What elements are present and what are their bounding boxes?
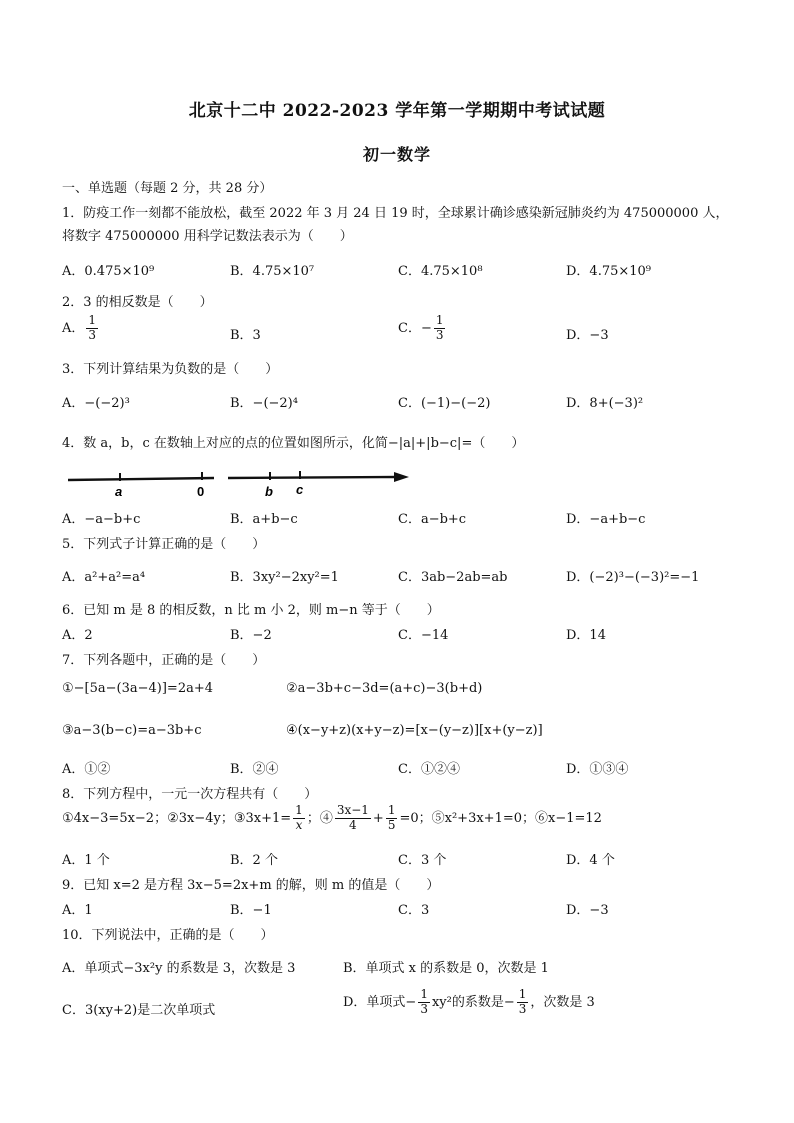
q8-equations-part1: ①4x−3=5x−2；②3x−4y；③3x+1=: [62, 810, 292, 826]
q7-statement-1: ①−[5a−(3a−4)]=2a+4: [62, 681, 214, 696]
q10-option-b: B．单项式 x 的系数是 0，次数是 1: [343, 961, 549, 976]
q2-option-c: [398, 314, 447, 343]
denominator: 3: [88, 327, 97, 342]
q5-option-d: D．(−2)³−(−3)²=−1: [566, 570, 700, 585]
q4-option-b: B．a+b−c: [230, 512, 298, 527]
q6-option-d: D．14: [566, 628, 606, 643]
q3-option-a: A．−(−2)³: [62, 396, 130, 411]
denominator: 4: [349, 817, 357, 832]
q10-option-a: A．单项式−3x²y 的系数是 3，次数是 3: [62, 961, 296, 976]
q1-option-a: A．0.475×10⁹: [62, 264, 155, 279]
fraction: [293, 804, 305, 833]
q9-option-b: B．−1: [230, 903, 272, 918]
exam-title: 北京十二中 2022-2023 学年第一学期期中考试试题: [188, 101, 606, 121]
q4-option-d: D．−a+b−c: [566, 512, 646, 527]
q3-option-b: B．−(−2)⁴: [230, 396, 298, 411]
q7-option-c: C．①②④: [398, 762, 460, 777]
q8-stem: 8．下列方程中，一元一次方程共有（ ）: [62, 787, 318, 802]
q7-statement-3: ③a−3(b−c)=a−3b+c: [62, 723, 202, 738]
q10-stem: 10．下列说法中，正确的是（ ）: [62, 928, 274, 943]
q1-option-b: B．4.75×10⁷: [230, 264, 315, 279]
q5-stem: 5．下列式子计算正确的是（ ）: [62, 537, 266, 552]
fraction: [86, 314, 98, 343]
q1-option-c: C．4.75×10⁸: [398, 264, 483, 279]
q2-option-a: [62, 314, 100, 343]
q9-stem: 9．已知 x=2 是方程 3x−5=2x+m 的解，则 m 的值是（ ）: [62, 878, 440, 893]
numerator: 1: [387, 803, 396, 817]
q8-equations-part2: ；④: [306, 810, 333, 826]
q9-option-c: C．3: [398, 903, 430, 918]
fraction: [386, 804, 398, 833]
q2-option-a-label: A．: [62, 320, 85, 336]
q6-option-b: B．−2: [230, 628, 272, 643]
fraction: [418, 988, 430, 1017]
section-heading: 一、单选题（每题 2 分，共 28 分）: [62, 181, 273, 196]
q9-option-d: D．−3: [566, 903, 609, 918]
q8-option-c: C．3 个: [398, 853, 447, 868]
q7-option-b: B．②④: [230, 762, 279, 777]
exam-subtitle: 初一数学: [362, 145, 431, 164]
denominator: 3: [420, 1001, 428, 1016]
numerator: 1: [295, 803, 303, 817]
numerator: 1: [420, 987, 428, 1001]
q4-option-c: C．a−b+c: [398, 512, 467, 527]
q2-option-b: B．3: [230, 328, 261, 343]
q7-option-d: D．①③④: [566, 762, 629, 777]
number-line-arrow-icon: [394, 472, 409, 482]
q4-option-a: A．−a−b+c: [62, 512, 141, 527]
fraction: [517, 988, 529, 1017]
q8-option-d: D．4 个: [566, 853, 615, 868]
label-c: c: [296, 482, 304, 497]
q1-stem-line1: 1．防疫工作一刻都不能放松，截至 2022 年 3 月 24 日 19 时，全球累计确诊感染新冠肺炎约为 475000000 人，: [62, 206, 729, 221]
q10-option-d: [343, 988, 595, 1017]
number-line-right-segment: [228, 477, 399, 478]
fraction: [434, 314, 446, 343]
q8-option-a: A．1 个: [62, 853, 110, 868]
q7-option-a: A．①②: [62, 762, 111, 777]
q10-option-d-part3: ，次数是 3: [530, 994, 595, 1010]
denominator: 3: [518, 1001, 527, 1016]
q3-stem: 3．下列计算结果为负数的是（ ）: [62, 362, 279, 377]
numerator: 1: [518, 987, 527, 1001]
number-line-figure: [64, 466, 424, 500]
q2-stem: 2．3 的相反数是（ ）: [62, 295, 213, 310]
numerator: 1: [435, 313, 444, 327]
label-b: b: [265, 484, 273, 499]
q6-option-c: C．−14: [398, 628, 449, 643]
number-line-left-segment: [68, 478, 214, 480]
q3-option-d: D．8+(−3)²: [566, 396, 644, 411]
q8-equations-part3: =0；⑤x²+3x+1=0；⑥x−1=12: [399, 810, 602, 826]
q7-statement-2: ②a−3b+c−3d=(a+c)−3(b+d): [286, 681, 483, 696]
q7-stem: 7．下列各题中，正确的是（ ）: [62, 653, 266, 668]
q5-option-c: C．3ab−2ab=ab: [398, 570, 508, 585]
plus-sign: +: [372, 810, 384, 826]
q5-option-a: A．a²+a²=a⁴: [62, 570, 146, 585]
numerator: 3x−1: [336, 803, 369, 817]
denominator: 3: [435, 327, 444, 342]
q10-option-d-part1: D．单项式−: [343, 994, 417, 1010]
label-0: 0: [197, 484, 205, 499]
q5-option-b: B．3xy²−2xy²=1: [230, 570, 339, 585]
q10-option-d-part2: xy²的系数是−: [431, 994, 515, 1010]
fraction: [335, 804, 371, 833]
q6-option-a: A．2: [62, 628, 93, 643]
q1-stem-line2: 将数字 475000000 用科学记数法表示为（ ）: [62, 229, 353, 244]
q4-stem: 4．数 a，b，c 在数轴上对应的点的位置如图所示，化简−|a|+|b−c|=（ ）: [62, 436, 525, 451]
q8-equations: [62, 804, 602, 833]
q3-option-c: C．(−1)−(−2): [398, 396, 491, 411]
q2-option-c-label: C．−: [398, 320, 432, 336]
denominator: x: [295, 817, 303, 832]
label-a: a: [115, 484, 123, 499]
q9-option-a: A．1: [62, 903, 93, 918]
q1-option-d: D．4.75×10⁹: [566, 264, 652, 279]
denominator: 5: [387, 817, 396, 832]
q7-statement-4: ④(x−y+z)(x+y−z)=[x−(y−z)][x+(y−z)]: [286, 723, 543, 738]
numerator: 1: [88, 313, 97, 327]
q6-stem: 6．已知 m 是 8 的相反数，n 比 m 小 2，则 m−n 等于（ ）: [62, 603, 440, 618]
q2-option-d: D．−3: [566, 328, 609, 343]
q10-option-c: C．3(xy+2)是二次单项式: [62, 1003, 216, 1018]
q8-option-b: B．2 个: [230, 853, 278, 868]
